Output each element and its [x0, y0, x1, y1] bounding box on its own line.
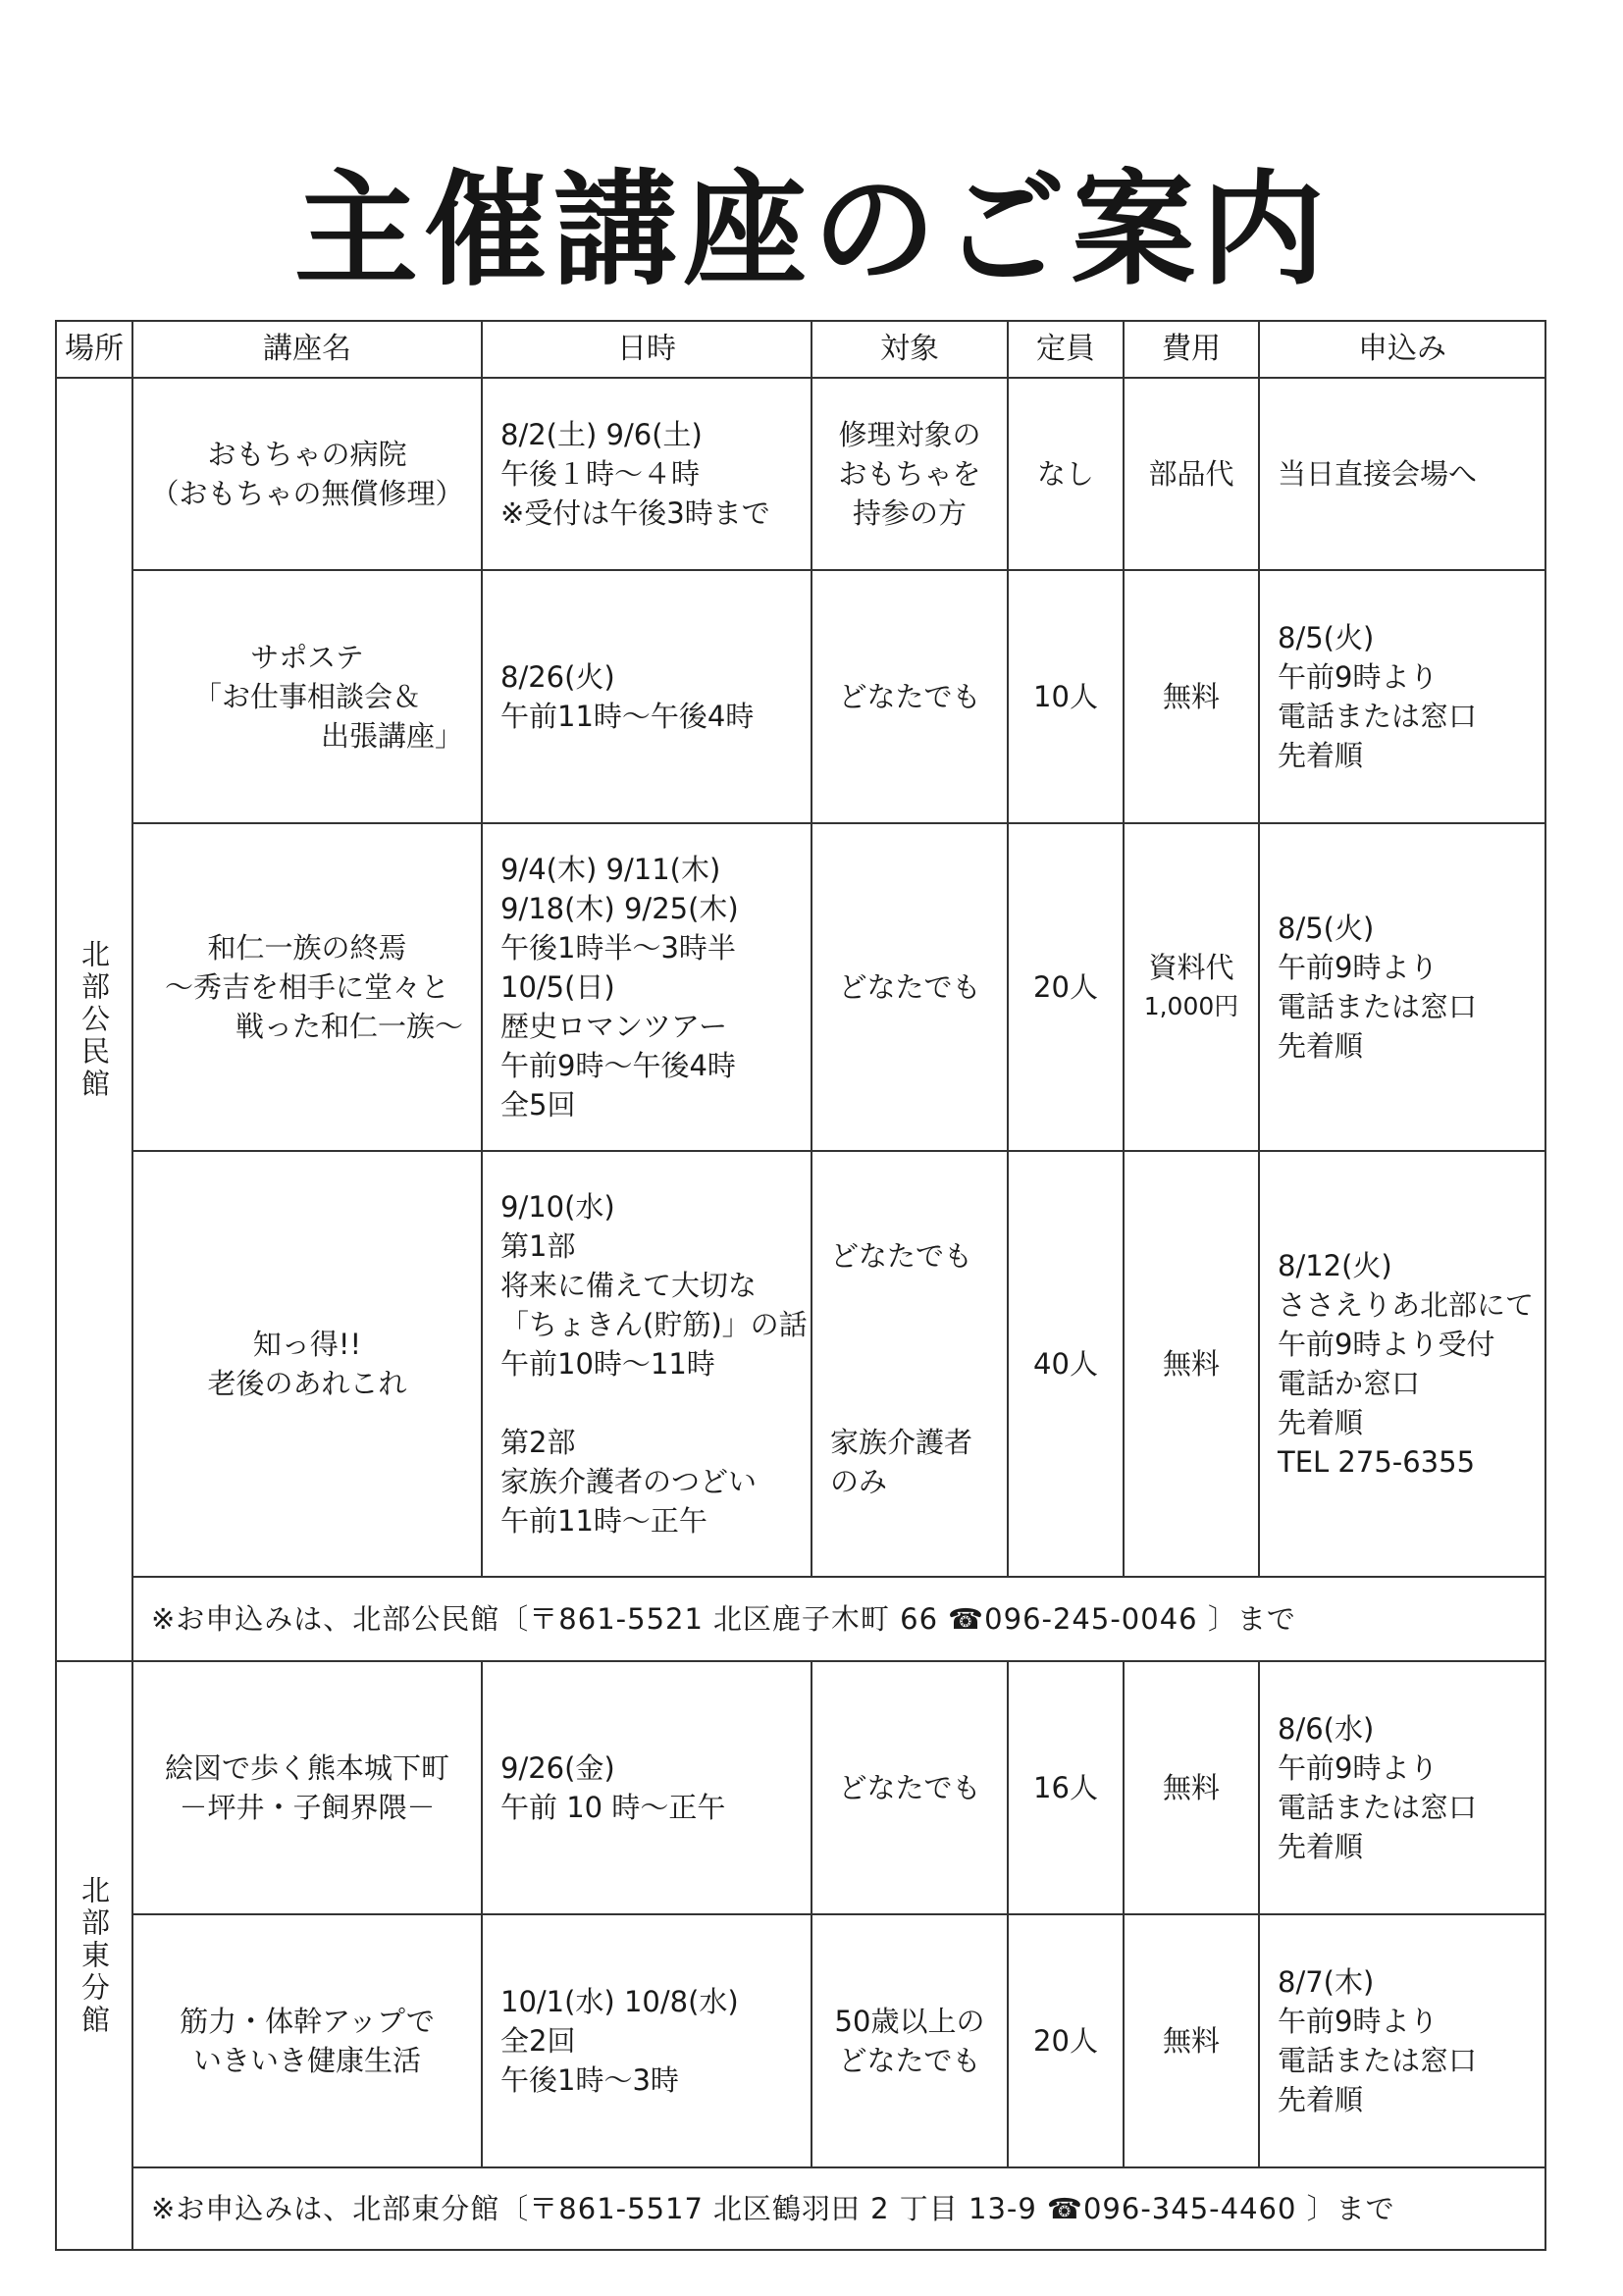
east-contact-note: ※お申込みは、北部東分館〔〒861-5517 北区鶴羽田 2 丁目 13-9 ☎096-345-4460 〕まで — [132, 2167, 1545, 2250]
header-fee: 費用 — [1124, 321, 1259, 378]
page-title: 主催講座のご案内 — [294, 158, 1331, 302]
capacity-cell: 16人 — [1008, 1661, 1124, 1914]
venue-east: 北部東分館 — [56, 1661, 132, 2250]
fee-cell: 部品代 — [1124, 378, 1259, 570]
course-name-cell: 和仁一族の終焉 ～秀吉を相手に堂々と 戦った和仁一族～ — [132, 823, 482, 1151]
datetime-cell: 9/26(金) 午前 10 時～正午 — [482, 1661, 812, 1914]
header-target: 対象 — [812, 321, 1008, 378]
table-row — [56, 378, 1545, 570]
table-row — [56, 823, 1545, 1151]
datetime-cell: 8/26(火) 午前11時～午後4時 — [482, 570, 812, 823]
table-row — [56, 1914, 1545, 2167]
capacity-cell: 40人 — [1008, 1151, 1124, 1577]
capacity-cell: なし — [1008, 378, 1124, 570]
header-datetime: 日時 — [482, 321, 812, 378]
datetime-cell: 10/1(水) 10/8(水) 全2回 午後1時～3時 — [482, 1914, 812, 2167]
fee-cell: 無料 — [1124, 1151, 1259, 1577]
header-row — [56, 321, 1545, 378]
target-cell: 50歳以上の どなたでも — [812, 1914, 1008, 2167]
note-row — [56, 2167, 1545, 2250]
fee-cell: 資料代 1,000円 — [1124, 823, 1259, 1151]
fee-cell: 無料 — [1124, 570, 1259, 823]
fee-cell: 無料 — [1124, 1661, 1259, 1914]
target-cell: どなたでも 家族介護者 のみ — [812, 1151, 1008, 1577]
capacity-cell: 10人 — [1008, 570, 1124, 823]
note-row — [56, 1577, 1545, 1661]
datetime-cell: 9/10(水) 第1部 将来に備えて大切な 「ちょきん(貯筋)」の話 午前10時～11時 第2部 家族介護者のつどい 午前11時～正午 — [482, 1151, 812, 1577]
target-cell: 修理対象の おもちゃを 持参の方 — [812, 378, 1008, 570]
course-name-cell: 筋力・体幹アップで いきいき健康生活 — [132, 1914, 482, 2167]
capacity-cell: 20人 — [1008, 1914, 1124, 2167]
header-course-name: 講座名 — [132, 321, 482, 378]
apply-cell: 当日直接会場へ — [1259, 378, 1545, 570]
course-name-cell: サポステ 「お仕事相談会＆ 出張講座」 — [132, 570, 482, 823]
table-row — [56, 1151, 1545, 1577]
apply-cell: 8/5(火) 午前9時より 電話または窓口 先着順 — [1259, 823, 1545, 1151]
venue-north: 北部公民館 — [56, 378, 132, 1661]
target-cell: どなたでも — [812, 1661, 1008, 1914]
north-contact-note: ※お申込みは、北部公民館〔〒861-5521 北区鹿子木町 66 ☎096-245-0046 〕まで — [132, 1577, 1545, 1661]
course-name-cell: 知っ得!! 老後のあれこれ — [132, 1151, 482, 1577]
header-apply: 申込み — [1259, 321, 1545, 378]
header-venue: 場所 — [56, 321, 132, 378]
datetime-cell: 8/2(土) 9/6(土) 午後１時～４時 ※受付は午後3時まで — [482, 378, 812, 570]
apply-cell: 8/12(火) ささえりあ北部にて 午前9時より受付 電話か窓口 先着順 TEL 275-6355 — [1259, 1151, 1545, 1577]
course-table — [55, 320, 1546, 2251]
capacity-cell: 20人 — [1008, 823, 1124, 1151]
table-row — [56, 570, 1545, 823]
apply-cell: 8/7(木) 午前9時より 電話または窓口 先着順 — [1259, 1914, 1545, 2167]
apply-cell: 8/5(火) 午前9時より 電話または窓口 先着順 — [1259, 570, 1545, 823]
table-row — [56, 1661, 1545, 1914]
fee-cell: 無料 — [1124, 1914, 1259, 2167]
course-name-cell: おもちゃの病院 （おもちゃの無償修理） — [132, 378, 482, 570]
apply-cell: 8/6(水) 午前9時より 電話または窓口 先着順 — [1259, 1661, 1545, 1914]
datetime-cell: 9/4(木) 9/11(木) 9/18(木) 9/25(木) 午後1時半～3時半 10/5(日) 歴史ロマンツアー 午前9時～午後4時 全5回 — [482, 823, 812, 1151]
target-cell: どなたでも — [812, 823, 1008, 1151]
target-cell: どなたでも — [812, 570, 1008, 823]
course-name-cell: 絵図で歩く熊本城下町 －坪井・子飼界隈－ — [132, 1661, 482, 1914]
header-capacity: 定員 — [1008, 321, 1124, 378]
